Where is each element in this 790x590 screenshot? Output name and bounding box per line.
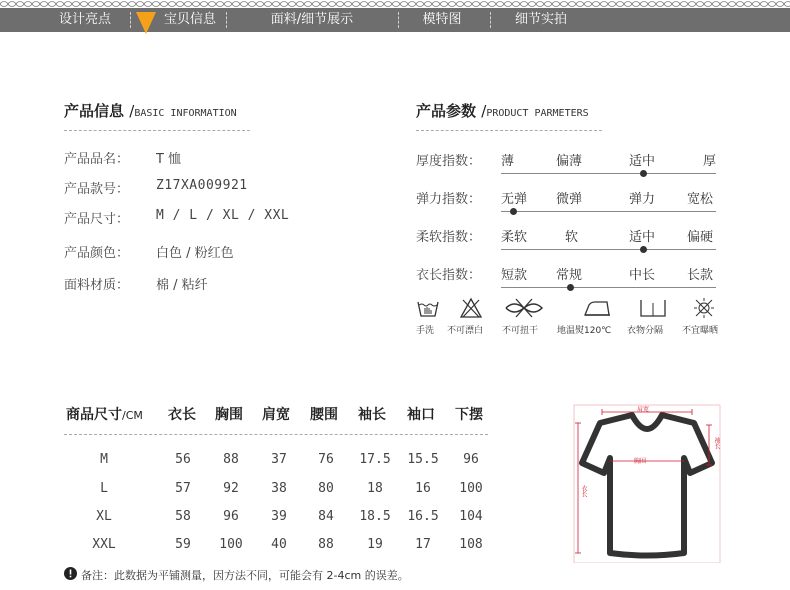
scale-label-elasticity: 弹力指数： (416, 192, 482, 207)
size-cell-value: 38 (271, 481, 287, 496)
size-cell-value: 17 (415, 537, 431, 552)
scale-option: 柔软 (501, 230, 528, 245)
size-cell-value: 37 (271, 452, 287, 467)
scale-option: 适中 (629, 154, 656, 169)
size-cell-value: 92 (223, 481, 239, 496)
product-params-title: 产品参数 /PRODUCT PARMETERS (416, 102, 589, 120)
product-params-title-cn: 产品参数 (416, 102, 477, 120)
size-cell-value: 100 (459, 481, 483, 496)
no-wring-icon (504, 297, 544, 319)
scale-option: 偏薄 (556, 154, 583, 169)
size-cell-value: 16 (415, 481, 431, 496)
size-cell-value: 17.5 (359, 452, 391, 467)
care-label: 不可漂白 (447, 326, 484, 336)
scale-option: 适中 (629, 230, 656, 245)
divider (64, 130, 250, 131)
size-unit: /CM (122, 409, 143, 422)
size-cell-value: 19 (367, 537, 383, 552)
size-cell-label: L (100, 481, 108, 496)
care-label: 地温熨120℃ (557, 326, 612, 336)
scale-marker (510, 208, 517, 215)
size-cell-value: 56 (175, 452, 191, 467)
separate-wash-icon (638, 297, 668, 319)
care-label: 不可扭干 (502, 326, 539, 336)
size-cell-value: 96 (223, 509, 239, 524)
size-table-header: 袖口 (407, 407, 435, 423)
size-table-header: 肩宽 (262, 407, 290, 423)
info-value-material: 棉 / 粘纤 (156, 278, 208, 293)
tshirt-diagram (572, 403, 722, 563)
info-label-material: 面料材质： (64, 278, 130, 293)
info-value-colors: 白色 / 粉红色 (156, 246, 234, 261)
product-info-title-cn: 产品信息 (64, 102, 125, 120)
scale-option: 厚 (703, 154, 717, 169)
size-cell-value: 76 (318, 452, 334, 467)
size-cell-value: 58 (175, 509, 191, 524)
tab-model-photos[interactable]: 模特图 (422, 12, 462, 27)
product-params-title-en: PRODUCT PARMETERS (486, 108, 589, 119)
size-cell-value: 96 (463, 452, 479, 467)
size-table-header: 衣长 (168, 407, 196, 423)
scale-marker (567, 284, 574, 291)
scale-label-softness: 柔软指数： (416, 230, 482, 245)
size-cell-value: 88 (318, 537, 334, 552)
warning-icon (64, 567, 77, 580)
info-value-sizes: M / L / XL / XXL (156, 208, 290, 223)
nav-separator (490, 12, 492, 28)
nav-separator (398, 12, 400, 28)
scale-option: 微弹 (556, 192, 583, 207)
info-value-sku: Z17XA009921 (156, 178, 248, 193)
size-table-header-size (66, 404, 143, 424)
care-label: 衣物分隔 (627, 326, 664, 336)
scale-option: 常规 (556, 268, 583, 283)
size-cell-value: 80 (318, 481, 334, 496)
divider (416, 130, 602, 131)
nav-separator (226, 12, 228, 28)
size-cell-value: 108 (459, 537, 483, 552)
scale-marker (640, 246, 647, 253)
size-table-header: 胸围 (215, 407, 243, 423)
scale-option: 宽松 (687, 192, 714, 207)
size-cell-value: 104 (459, 509, 483, 524)
info-label-colors: 产品颜色： (64, 246, 130, 261)
scale-option: 薄 (501, 154, 515, 169)
active-tab-arrow-icon (134, 12, 158, 36)
size-cell-value: 100 (219, 537, 243, 552)
product-info-title: 产品信息 /BASIC INFORMATION (64, 102, 237, 120)
scale-label-thickness: 厚度指数： (416, 154, 482, 169)
size-cell-value: 16.5 (407, 509, 439, 524)
size-cell-label: M (100, 452, 108, 467)
diagram-label-length: 衣长 (580, 485, 587, 497)
care-label: 不宜曝晒 (682, 326, 719, 336)
size-cell-value: 18.5 (359, 509, 391, 524)
scale-option: 偏硬 (687, 230, 714, 245)
size-cell-value: 18 (367, 481, 383, 496)
size-cell-label: XXL (92, 537, 116, 552)
scale-label-length: 衣长指数： (416, 268, 482, 283)
care-label: 手洗 (416, 326, 435, 336)
scale-option: 短款 (501, 268, 528, 283)
nav-separator (130, 12, 132, 28)
size-cell-value: 15.5 (407, 452, 439, 467)
scale-option: 长款 (687, 268, 714, 283)
size-cell-value: 84 (318, 509, 334, 524)
no-sun-dry-icon (692, 297, 716, 319)
diagram-label-chest: 胸围 (634, 458, 647, 465)
scale-option: 弹力 (629, 192, 656, 207)
diagram-label-shoulder: 肩宽 (637, 406, 650, 413)
scale-option: 无弹 (501, 192, 528, 207)
scale-track (501, 173, 716, 174)
scale-marker (640, 170, 647, 177)
scale-track (501, 249, 716, 250)
size-table-header: 袖长 (358, 407, 386, 423)
size-table-header: 腰围 (310, 407, 338, 423)
info-value-name: T 恤 (156, 152, 182, 167)
info-label-sizes: 产品尺寸： (64, 212, 130, 227)
size-table-header: 下摆 (455, 407, 483, 423)
tab-product-info[interactable]: 宝贝信息 (163, 12, 216, 27)
size-cell-value: 59 (175, 537, 191, 552)
iron-icon (583, 297, 613, 319)
tab-design-highlights[interactable]: 设计亮点 (58, 12, 111, 27)
no-bleach-icon (459, 297, 483, 319)
size-cell-value: 39 (271, 509, 287, 524)
size-cell-value: 40 (271, 537, 287, 552)
hand-wash-icon (416, 297, 440, 319)
size-cell-value: 57 (175, 481, 191, 496)
diagram-label-sleeve: 袖长 (713, 437, 720, 449)
divider (64, 434, 488, 435)
info-label-name: 产品品名： (64, 152, 130, 167)
size-header-label: 商品尺寸 (66, 407, 122, 423)
measurement-note: 备注：此数据为平铺测量，因方法不同，可能会有 2-4cm 的误差。 (81, 569, 409, 582)
size-cell-value: 88 (223, 452, 239, 467)
scale-track (501, 287, 716, 288)
scale-option: 中长 (629, 268, 656, 283)
scale-option: 软 (565, 230, 579, 245)
product-info-title-en: BASIC INFORMATION (134, 108, 237, 119)
tab-fabric-details[interactable]: 面料/细节展示 (270, 12, 354, 27)
scale-track (501, 211, 716, 212)
info-label-sku: 产品款号： (64, 182, 130, 197)
chain-border (0, 0, 790, 8)
tab-detail-shots[interactable]: 细节实拍 (514, 12, 567, 27)
size-cell-label: XL (96, 509, 112, 524)
